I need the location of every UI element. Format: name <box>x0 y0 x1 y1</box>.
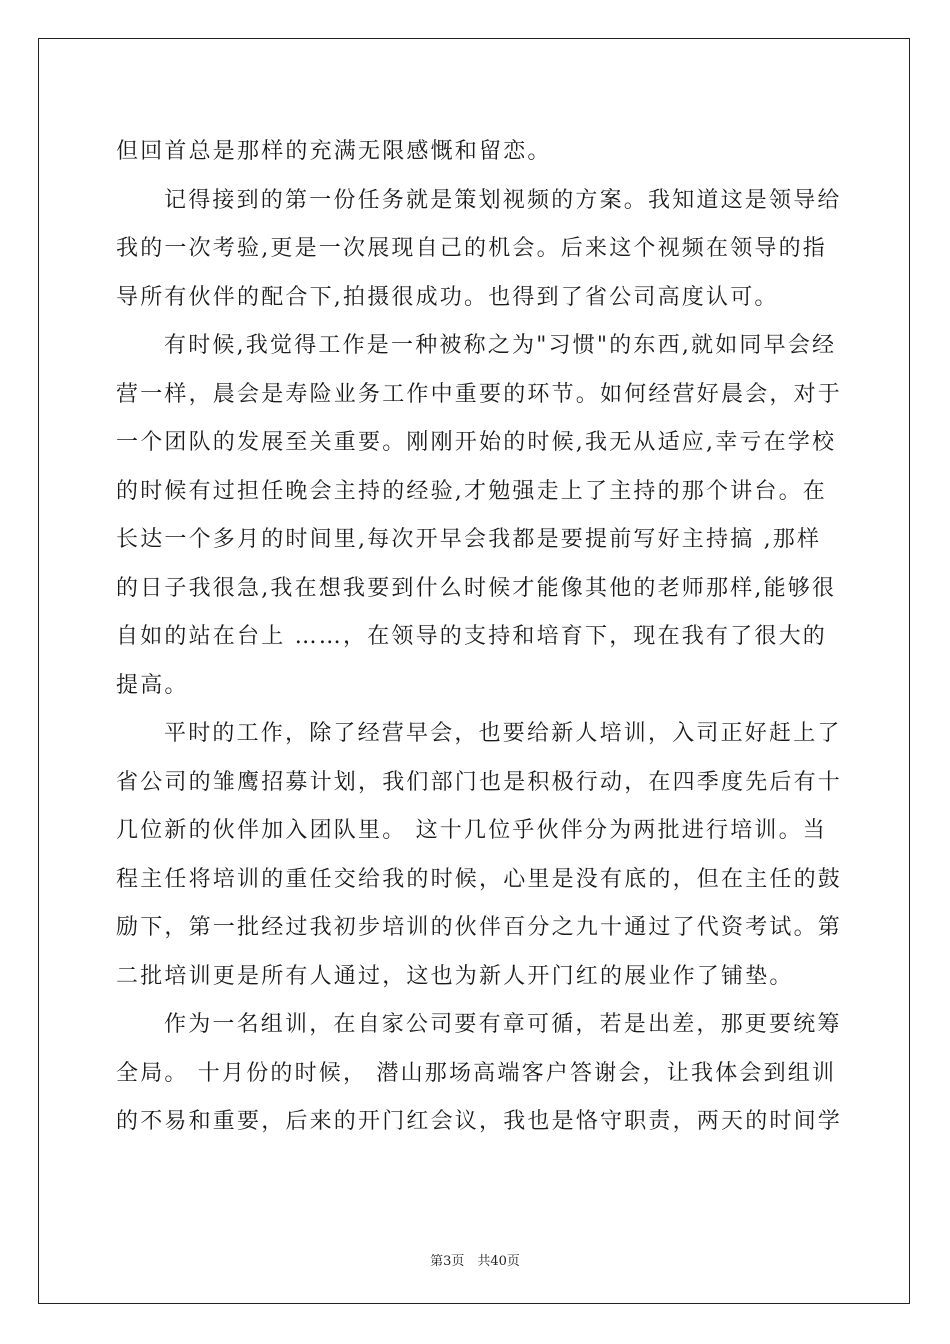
paragraph-start: 记得接到的第一份任务就是策划视频的方案。我知道这是领导给 <box>164 187 842 213</box>
document-body <box>116 128 843 1147</box>
text-line: 我的一次考验,更是一次展现自己的机会。后来这个视频在领导的指 <box>116 236 827 261</box>
text-line: 的不易和重要，后来的开门红会议，我也是恪守职责，两天的时间学 <box>116 1109 843 1134</box>
text-line: 励下，第一批经过我初步培训的伙伴百分之九十通过了代资考试。第 <box>116 915 843 940</box>
text-line: 但回首总是那样的充满无限感慨和留恋。 <box>116 139 552 164</box>
paragraph-start: 作为一名组训，在自家公司要有章可循，若是出差，那更要统筹 <box>164 1012 842 1037</box>
text-line: 长达一个多月的时间里,每次开早会我都是要提前写好主持搞 ,那样 <box>116 527 822 552</box>
text-line: 导所有伙伴的配合下,拍摄很成功。也得到了省公司高度认可。 <box>116 284 779 310</box>
text-line: 营一样，晨会是寿险业务工作中重要的环节。如何经营好晨会，对于 <box>116 381 843 407</box>
text-line: 一个团队的发展至关重要。刚刚开始的时候,我无从适应,幸亏在学校 <box>116 430 837 455</box>
text-line: 提高。 <box>116 672 189 698</box>
text-line: 全局。 十月份的时候， 潜山那场高端客户答谢会，让我体会到组训 <box>116 1060 837 1086</box>
page-number: 第3页 共40页 <box>430 1254 520 1269</box>
text-line: 的日子我很急,我在想我要到什么时候才能像其他的老师那样,能够很 <box>116 575 837 601</box>
text-line: 几位新的伙伴加入团队里。 这十几位乎伙伴分为两批进行培训。当 <box>116 818 827 843</box>
text-line: 程主任将培训的重任交给我的时候，心里是没有底的，但在主任的鼓 <box>116 866 843 892</box>
text-line: 的时候有过担任晚会主持的经验,才勉强走上了主持的那个讲台。在 <box>116 478 827 504</box>
paragraph-start: 有时候,我觉得工作是一种被称之为"习惯"的东西,就如同早会经 <box>164 333 837 358</box>
text-line: 自如的站在台上 ……，在领导的支持和培育下，现在我有了很大的 <box>116 624 827 649</box>
paragraph-start: 平时的工作，除了经营早会，也要给新人培训，入司正好赶上了 <box>164 721 842 746</box>
text-line: 二批培训更是所有人通过，这也为新人开门红的展业作了铺垫。 <box>116 963 794 989</box>
text-line: 省公司的雏鹰招募计划，我们部门也是积极行动，在四季度先后有十 <box>116 769 843 795</box>
